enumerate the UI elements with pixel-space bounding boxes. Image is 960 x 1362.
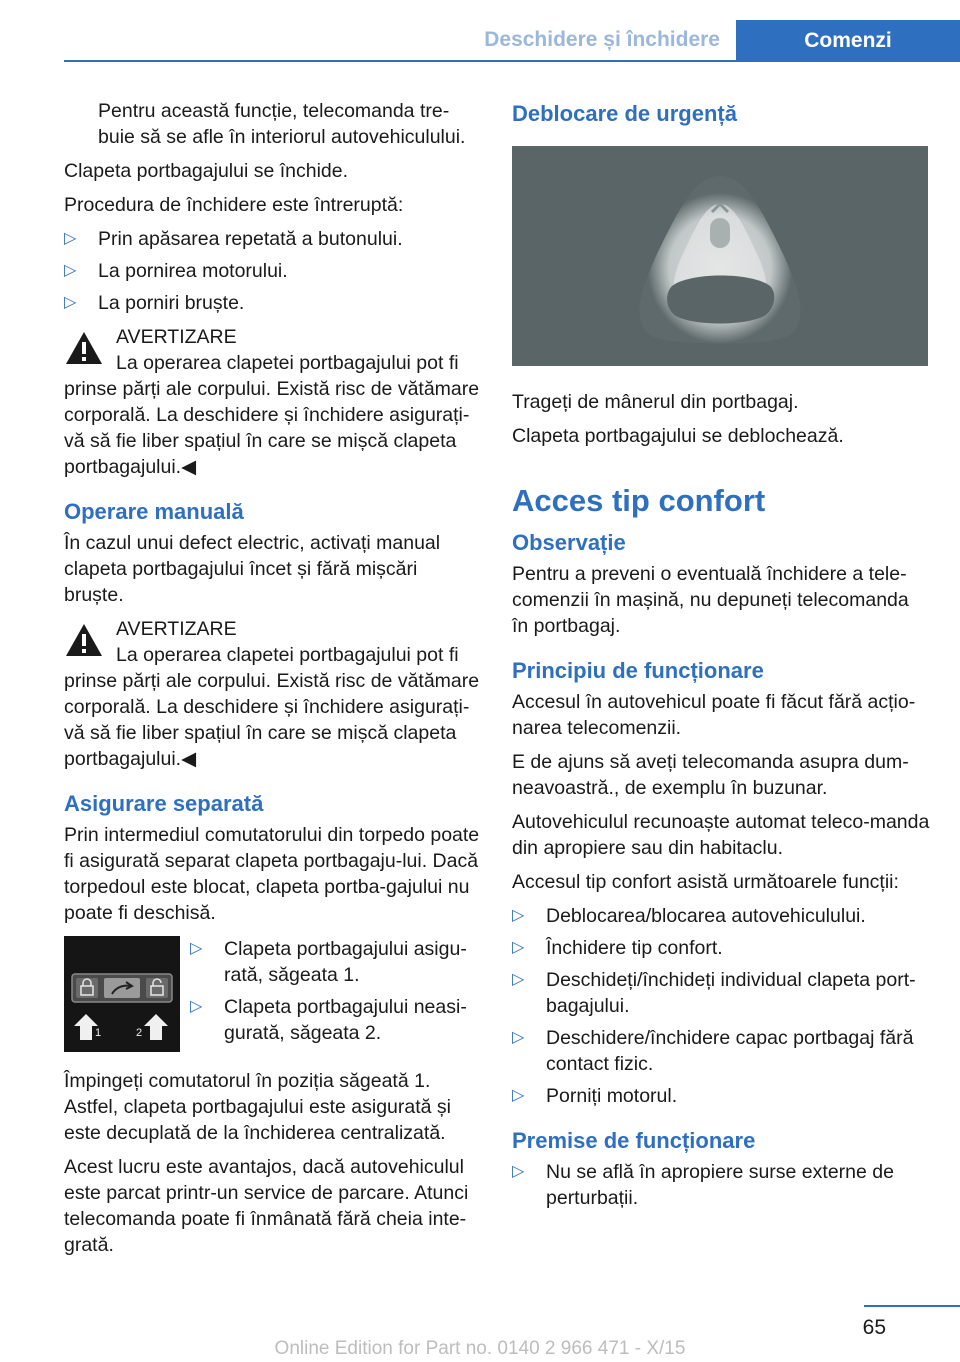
triangle-right-icon: ▷ <box>512 971 525 988</box>
paragraph: Trageți de mânerul din portbagaj. <box>512 391 799 413</box>
warning-triangle-icon <box>64 330 104 366</box>
right-column <box>512 98 930 1217</box>
list-item <box>64 290 482 316</box>
premise-list <box>512 1159 930 1211</box>
section-heading: Operare manuală <box>64 499 244 524</box>
list-item-text: La porniri bruște. <box>98 292 245 314</box>
left-column <box>64 98 482 1266</box>
paragraph: Acest lucru este avantajos, dacă autovehiculul este parcat printr-un service de parcare. Atunci telecomanda poate fi înmânată fără cheia inte-grată. <box>64 1156 469 1256</box>
warning-text: La operarea clapetei portbagajului pot fi <box>116 644 459 666</box>
section-heading: Principiu de funcționare <box>512 658 764 683</box>
triangle-right-icon: ▷ <box>512 1163 525 1180</box>
page-number: 65 <box>862 1316 886 1339</box>
page-header <box>0 0 960 62</box>
header-rule <box>64 60 960 62</box>
triangle-right-icon: ▷ <box>190 940 203 957</box>
triangle-right-icon: ▷ <box>64 294 77 311</box>
list-item <box>64 226 482 252</box>
triangle-right-icon: ▷ <box>64 262 77 279</box>
arrow-label-1: 1 <box>95 1027 102 1039</box>
paragraph: Clapeta portbagajului se deblochează. <box>512 425 844 447</box>
header-chapter-tab: Comenzi <box>736 20 960 62</box>
section-heading: Observație <box>512 530 626 555</box>
list-item <box>64 258 482 284</box>
triangle-right-icon: ▷ <box>512 907 525 924</box>
section-heading: Asigurare separată <box>64 791 264 816</box>
triangle-right-icon: ▷ <box>512 1087 525 1104</box>
list-item-text: Închidere tip confort. <box>546 937 723 959</box>
list-item <box>190 936 482 988</box>
warning-heading: AVERTIZARE <box>116 618 237 640</box>
list-item <box>190 994 482 1046</box>
paragraph: Prin intermediul comutatorului din torpedo poate fi asigurată separat clapeta portbagaju-lui. Dacă torpedoul este blocat, clapeta portba-gajului nu poate fi deschisă. <box>64 824 480 924</box>
emergency-release-handle-image <box>512 146 928 366</box>
arrow-label-2: 2 <box>136 1027 143 1039</box>
list-item-text: La pornirea motorului. <box>98 260 288 282</box>
list-item-text: Deschidere/închidere capac portbagaj fără contact fizic. <box>546 1027 914 1075</box>
list-item-text: Clapeta portbagajului asigu-rată, săgeata 1. <box>224 938 467 986</box>
warning-heading: AVERTIZARE <box>116 326 237 348</box>
list-item-text: Deschideți/închideți individual clapeta port-bagajului. <box>546 969 916 1017</box>
glovebox-switch-image <box>64 936 180 1052</box>
list-item <box>512 903 930 929</box>
header-section-title: Deschidere și închidere <box>484 28 720 51</box>
list-item <box>512 935 930 961</box>
section-heading: Premise de funcționare <box>512 1128 756 1153</box>
list-item-text: Nu se află în apropiere surse externe de perturbații. <box>546 1161 894 1209</box>
list-item <box>512 1025 930 1077</box>
switch-figure <box>64 936 482 1054</box>
interrupt-list <box>64 226 482 316</box>
paragraph: Clapeta portbagajului se închide. <box>64 160 349 182</box>
chapter-heading: Acces tip confort <box>512 483 766 518</box>
list-item-text: Deblocarea/blocarea autovehiculului. <box>546 905 866 927</box>
paragraph: Pentru această funcție, telecomanda tre-buie să se afle în interiorul autovehiculului. <box>98 100 466 148</box>
triangle-right-icon: ▷ <box>64 230 77 247</box>
footer-rule <box>864 1305 960 1307</box>
list-item <box>512 1159 930 1211</box>
paragraph: În cazul unui defect electric, activați manual clapeta portbagajului încet și fără mișcări bruște. <box>64 532 441 606</box>
edition-footer: Online Edition for Part no. 0140 2 966 471 - X/15 <box>274 1338 686 1359</box>
section-heading: Deblocare de urgență <box>512 101 737 126</box>
warning-text: prinse părți ale corpului. Există risc de vătămare corporală. La deschidere și închidere asigurați-vă să fie liber spațiul în care se mișcă clapeta portbagajului.◀ <box>64 670 480 770</box>
warning-text: prinse părți ale corpului. Există risc de vătămare corporală. La deschidere și închidere asigurați-vă să fie liber spațiul în care se mișcă clapeta portbagajului.◀ <box>64 378 480 478</box>
paragraph: Accesul în autovehicul poate fi făcut fără acțio-narea telecomenzii. <box>512 691 916 739</box>
warning-triangle-icon <box>64 622 104 658</box>
paragraph: Procedura de închidere este întreruptă: <box>64 194 404 216</box>
paragraph: Împingeți comutatorul în poziția săgeată 1. Astfel, clapeta portbagajului este asigurată și este decuplată de la închiderea centralizată. <box>64 1070 451 1144</box>
warning-block <box>64 616 482 772</box>
triangle-right-icon: ▷ <box>190 998 203 1015</box>
paragraph: Accesul tip confort asistă următoarele funcții: <box>512 871 899 893</box>
triangle-right-icon: ▷ <box>512 939 525 956</box>
list-item <box>512 967 930 1019</box>
warning-block <box>64 324 482 480</box>
paragraph: E de ajuns să aveți telecomanda asupra dum-neavoastră., de exemplu în buzunar. <box>512 751 909 799</box>
list-item-text: Clapeta portbagajului neasi-gurată, săgeata 2. <box>224 996 467 1044</box>
list-item-text: Porniți motorul. <box>546 1085 678 1107</box>
triangle-right-icon: ▷ <box>512 1029 525 1046</box>
switch-state-list <box>190 936 482 1052</box>
warning-text: La operarea clapetei portbagajului pot fi <box>116 352 459 374</box>
paragraph: Autovehiculul recunoaște automat teleco-manda din apropiere sau din habitaclu. <box>512 811 930 859</box>
list-item-text: Prin apăsarea repetată a butonului. <box>98 228 403 250</box>
list-item <box>512 1083 930 1109</box>
paragraph: Pentru a preveni o eventuală închidere a tele-comenzii în mașină, nu depuneți telecomanda în portbagaj. <box>512 563 909 637</box>
comfort-functions-list <box>512 903 930 1109</box>
